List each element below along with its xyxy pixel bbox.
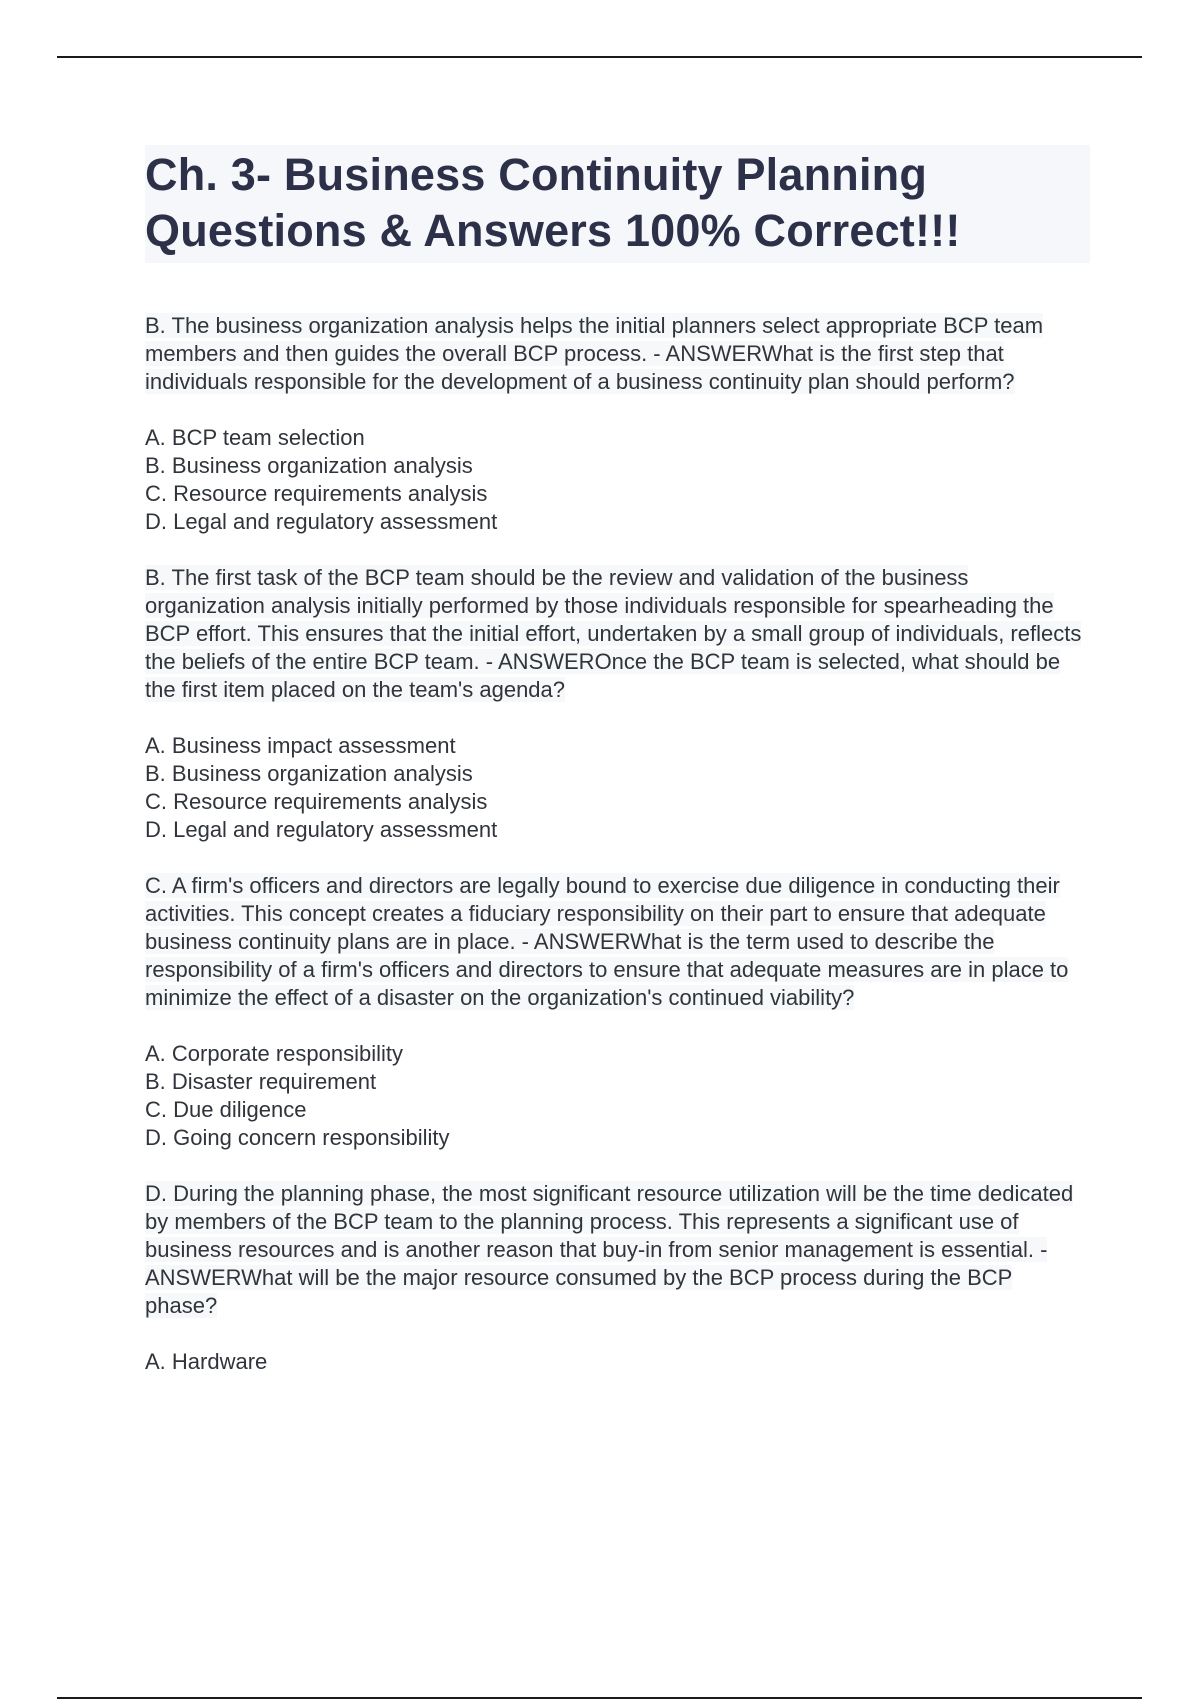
document-title [145,145,1090,263]
bottom-rule [57,1697,1142,1699]
qa-text: D. During the planning phase, the most significant resource utilization will be the time dedicated by members of the BCP team to the planning process. This represents a significant use of business resources and is another reason that buy-in from senior management is essential. - ANSWERWhat will be the major resource consumed by the BCP process during the BCP phase? [145,1180,1090,1320]
option-list [145,424,1090,536]
top-rule [57,56,1142,58]
option-item: D. Going concern responsibility [145,1125,450,1150]
qa-text: B. The business organization analysis helps the initial planners select appropriate BCP team members and then guides the overall BCP process. - ANSWERWhat is the first step that individuals responsible for the development of a business continuity plan should perform? [145,312,1090,396]
title-line-1: Ch. 3- Business Continuity Planning [145,149,928,200]
qa-text: C. A firm's officers and directors are legally bound to exercise due diligence in conducting their activities. This concept creates a fiduciary responsibility on their part to ensure that adequate business continuity plans are in place. - ANSWERWhat is the term used to describe the responsibility of a firm's officers and directors to ensure that adequate measures are in place to minimize the effect of a disaster on the organization's continued viability? [145,872,1090,1012]
qa-item [145,312,1090,536]
qa-item [145,1180,1090,1376]
option-item: A. Corporate responsibility [145,1041,404,1066]
qa-content [145,312,1090,1404]
option-item: B. Business organization analysis [145,761,473,786]
option-item: C. Resource requirements analysis [145,789,488,814]
option-item: C. Due diligence [145,1097,307,1122]
option-item: B. Disaster requirement [145,1069,377,1094]
qa-item [145,872,1090,1152]
qa-item [145,564,1090,844]
option-list [145,1040,1090,1152]
qa-text: B. The first task of the BCP team should be the review and validation of the business organization analysis initially performed by those individuals responsible for spearheading the BCP effort. This ensures that the initial effort, undertaken by a small group of individuals, reflects the beliefs of the entire BCP team. - ANSWEROnce the BCP team is selected, what should be the first item placed on the team's agenda? [145,564,1090,704]
option-list [145,1348,1090,1376]
option-item: A. BCP team selection [145,425,365,450]
option-item: D. Legal and regulatory assessment [145,509,498,534]
title-block [145,145,1090,263]
option-list [145,732,1090,844]
option-item: B. Business organization analysis [145,453,473,478]
title-line-2: Questions & Answers 100% Correct!!! [145,205,961,256]
option-item: A. Business impact assessment [145,733,456,758]
option-item: C. Resource requirements analysis [145,481,488,506]
option-item: D. Legal and regulatory assessment [145,817,498,842]
option-item: A. Hardware [145,1349,268,1374]
